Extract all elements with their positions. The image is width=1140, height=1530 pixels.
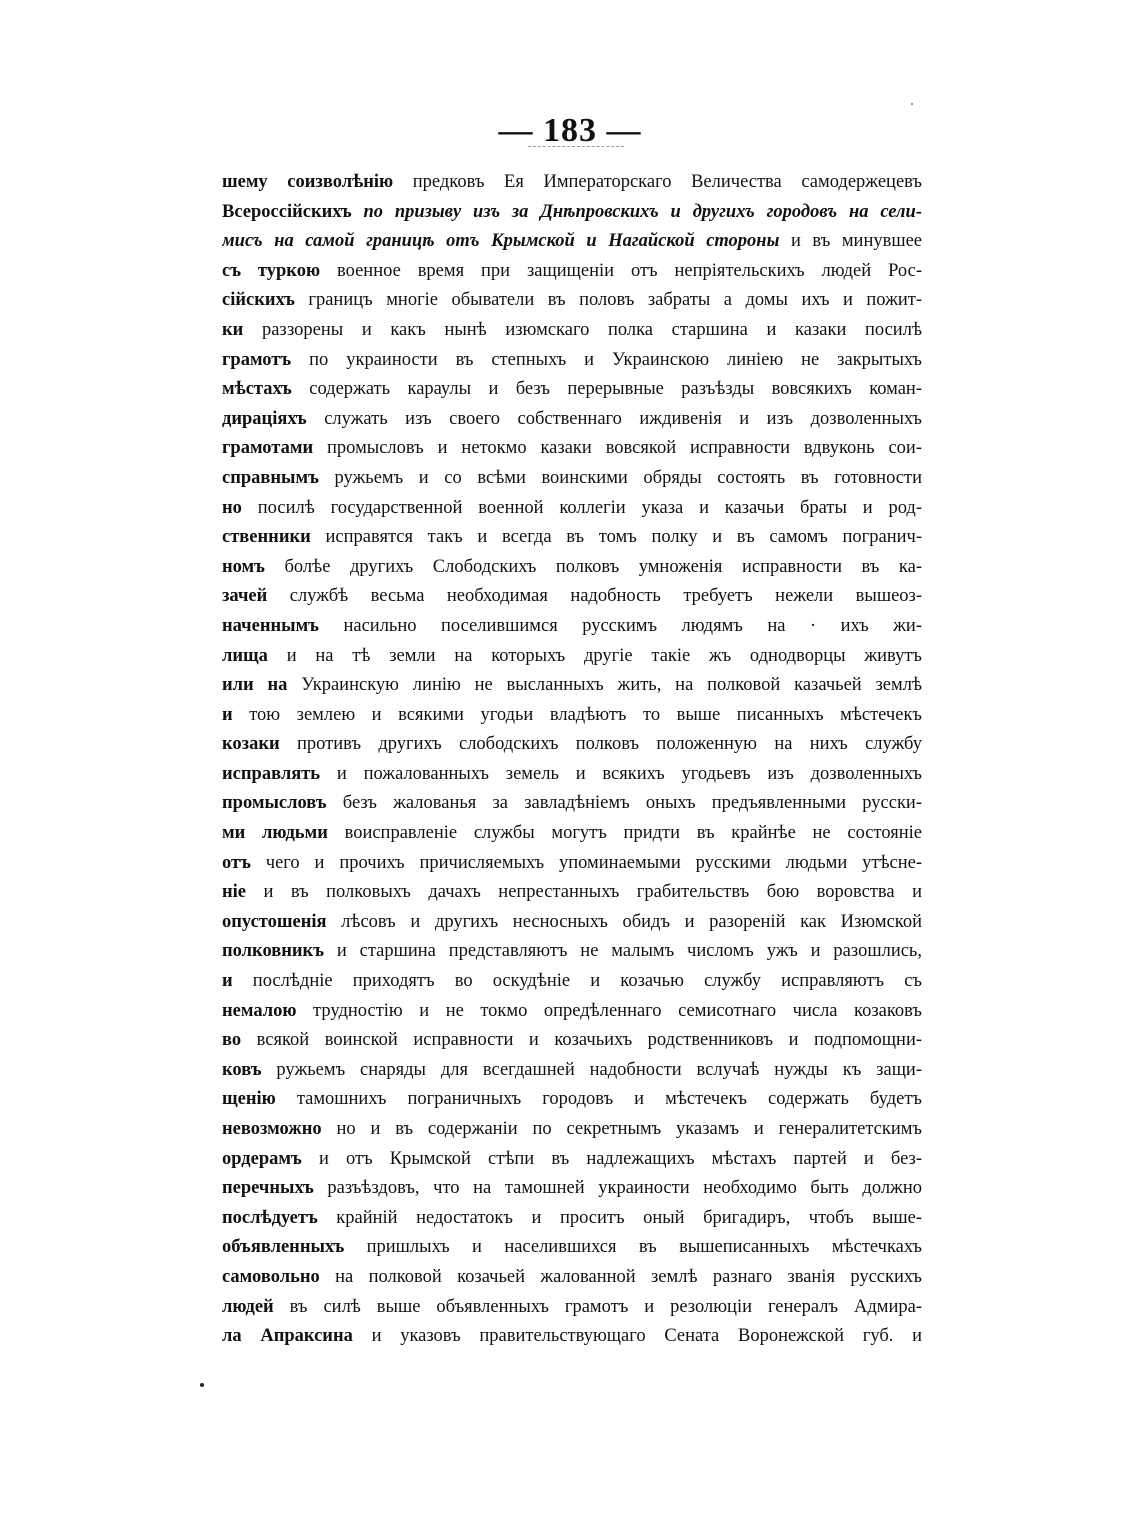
text-run: невозможно bbox=[222, 1119, 322, 1139]
text-line bbox=[222, 1293, 922, 1323]
text-run: но и въ содержаніи по секретнымъ указамъ и генералитетскимъ bbox=[321, 1119, 922, 1139]
text-line bbox=[222, 405, 922, 435]
text-run: наченнымъ bbox=[222, 615, 319, 636]
text-line bbox=[222, 582, 922, 612]
text-run: въ силѣ выше объявленныхъ грамотъ и резолюціи генералъ Адмира- bbox=[273, 1296, 922, 1317]
text-line bbox=[222, 257, 922, 287]
text-line bbox=[222, 1145, 922, 1175]
text-run: ковъ bbox=[222, 1059, 262, 1080]
text-line bbox=[222, 878, 922, 908]
text-run: всякой воинской исправности и козачьихъ родственниковъ и подпомощни- bbox=[241, 1030, 922, 1051]
text-run: послѣдуетъ bbox=[222, 1207, 318, 1228]
text-run: по призыву изъ за Днѣпровскихъ и другихъ городовъ на сели- bbox=[363, 201, 922, 222]
text-run: сійскихъ bbox=[222, 290, 295, 311]
text-run: тою землею и всякими угодьи владѣютъ то выше писанныхъ мѣстечекъ bbox=[232, 704, 922, 725]
text-run: ственники bbox=[222, 527, 311, 548]
text-run: пришлыхъ и населившихся въ вышеписанныхъ мѣстечкахъ bbox=[344, 1237, 922, 1258]
print-speck bbox=[911, 103, 913, 105]
text-run: и въ минувшее bbox=[779, 231, 922, 252]
text-run: по украиности въ степныхъ и Украинскою линіею не закрытыхъ bbox=[291, 349, 922, 370]
text-run: и bbox=[222, 704, 233, 725]
text-run: насильно поселившимся русскимъ людямъ на · ихъ жи- bbox=[318, 615, 922, 636]
text-run: промысловъ и нетокмо казаки вовсякой исправности вдвуконь сои- bbox=[313, 438, 922, 459]
text-run: чего и прочихъ причисляемыхъ упоминаемыми русскими людьми утѣсне- bbox=[250, 852, 922, 873]
text-run: людей bbox=[222, 1296, 274, 1317]
text-line bbox=[222, 1233, 922, 1263]
text-run: воисправленіе службы могутъ придти въ крайнѣе не состояніе bbox=[327, 823, 922, 844]
text-run: безъ жалованья за завладѣніемъ оныхъ предъявленными русски- bbox=[326, 793, 922, 814]
text-line bbox=[222, 701, 922, 731]
text-line bbox=[222, 671, 922, 701]
text-line bbox=[222, 1085, 922, 1115]
text-line bbox=[222, 1026, 922, 1056]
text-line bbox=[222, 494, 922, 524]
text-run: и указовъ правительствующаго Сената Воронежской губ. и bbox=[352, 1326, 922, 1347]
print-speck bbox=[200, 1383, 204, 1387]
text-run: ружьемъ и со всѣми воинскими обряды состоять въ готовности bbox=[318, 467, 922, 488]
text-line bbox=[222, 908, 922, 938]
text-line bbox=[222, 819, 922, 849]
text-run: справнымъ bbox=[222, 467, 319, 488]
text-run: раззорены и какъ нынѣ изюмскаго полка старшина и казаки посилѣ bbox=[243, 319, 922, 340]
text-line bbox=[222, 1056, 922, 1086]
text-line bbox=[222, 375, 922, 405]
text-run bbox=[352, 202, 364, 222]
text-run: съ туркою bbox=[222, 260, 321, 281]
text-run: исправлять bbox=[222, 763, 321, 784]
text-run: немалою bbox=[222, 1000, 297, 1021]
text-run: самовольно bbox=[222, 1266, 320, 1287]
text-run: щенію bbox=[222, 1089, 276, 1110]
text-line bbox=[222, 789, 922, 819]
text-line bbox=[222, 612, 922, 642]
text-line bbox=[222, 1322, 922, 1352]
text-run: тамошнихъ пограничныхъ городовъ и мѣстечекъ содержать будетъ bbox=[275, 1089, 922, 1110]
body-text bbox=[222, 168, 922, 1352]
text-run: трудностію и не токмо опредѣленнаго семисотнаго числа козаковъ bbox=[296, 1000, 922, 1021]
text-run: мѣстахъ bbox=[222, 379, 292, 400]
text-run: или на bbox=[222, 675, 288, 696]
text-run: лѣсовъ и другихъ несносныхъ обидъ и разореній как Изюмской bbox=[326, 911, 922, 932]
text-run: ми людьми bbox=[222, 823, 328, 844]
text-line bbox=[222, 168, 922, 198]
text-run: ружьемъ снаряды для всегдашней надобности вслучаѣ нужды къ защи- bbox=[261, 1059, 922, 1080]
text-run: военное время при защищеніи отъ непріятельскихъ людей Рос- bbox=[320, 260, 922, 281]
text-run: лища bbox=[222, 645, 268, 666]
text-line bbox=[222, 553, 922, 583]
text-run: болѣе другихъ Слободскихъ полковъ умноженія исправности въ ка- bbox=[264, 556, 922, 577]
text-run: крайній недостатокъ и проситъ оный бригадиръ, чтобъ выше- bbox=[317, 1207, 922, 1228]
text-run: разъѣздовъ, что на тамошней украиности необходимо быть должно bbox=[313, 1178, 922, 1199]
text-run: грамотъ bbox=[222, 349, 292, 370]
text-run: полковникъ bbox=[222, 941, 325, 962]
text-line bbox=[222, 642, 922, 672]
text-run: и отъ Крымской стѣпи въ надлежащихъ мѣстахъ партей и без- bbox=[301, 1148, 922, 1169]
page-number-underline bbox=[528, 146, 624, 147]
text-run: исправятся такъ и всегда въ томъ полку и въ самомъ погранич- bbox=[310, 527, 922, 548]
text-line bbox=[222, 523, 922, 553]
text-run: предковъ Ея Императорскаго Величества самодержецевъ bbox=[393, 172, 922, 192]
text-line bbox=[222, 1115, 922, 1145]
text-line bbox=[222, 198, 922, 228]
text-run: номъ bbox=[222, 556, 265, 577]
text-run: зачей bbox=[222, 586, 268, 607]
text-run: и на тѣ земли на которыхъ другіе такіе жъ однодворцы живутъ bbox=[267, 645, 922, 666]
text-line bbox=[222, 286, 922, 316]
text-line bbox=[222, 316, 922, 346]
text-run: и пожалованныхъ земель и всякихъ угодьевъ изъ дозволенныхъ bbox=[320, 763, 922, 784]
text-run: перечныхъ bbox=[222, 1178, 314, 1199]
text-line bbox=[222, 464, 922, 494]
text-run: и bbox=[222, 971, 233, 992]
text-line bbox=[222, 997, 922, 1027]
text-line bbox=[222, 967, 922, 997]
text-run: посилѣ государственной военной коллегіи указа и казачьи браты и род- bbox=[241, 497, 922, 518]
page-number: — 183 — bbox=[498, 112, 642, 149]
text-run: козаки bbox=[222, 734, 280, 755]
text-run: послѣдніе приходятъ во оскудѣніе и козачью службу исправляютъ съ bbox=[232, 971, 922, 992]
text-line bbox=[222, 1174, 922, 1204]
text-run: опустошенія bbox=[222, 911, 327, 932]
text-run: ніе bbox=[222, 882, 247, 903]
text-run: Украинскую линію не высланныхъ жить, на полковой казачьей землѣ bbox=[287, 675, 922, 696]
text-run: противъ другихъ слободскихъ полковъ положенную на нихъ службу bbox=[279, 734, 922, 755]
text-run: промысловъ bbox=[222, 793, 327, 814]
text-run: границъ многіе обыватели въ половъ забраты а домы ихъ и пожит- bbox=[294, 290, 922, 311]
text-run: во bbox=[222, 1030, 242, 1051]
text-run: службѣ весьма необходимая надобность требуетъ нежели вышеоз- bbox=[267, 586, 922, 607]
text-line bbox=[222, 937, 922, 967]
text-run: грамотами bbox=[222, 438, 314, 459]
text-run: дирацiяхъ bbox=[222, 408, 307, 429]
text-line bbox=[222, 434, 922, 464]
text-line bbox=[222, 346, 922, 376]
text-run: и старшина представляютъ не малымъ числомъ ужъ и разошлись, bbox=[324, 941, 922, 962]
text-run: на полковой козачьей жалованной землѣ разнаго званія русскихъ bbox=[319, 1266, 922, 1287]
text-line bbox=[222, 227, 922, 257]
text-line bbox=[222, 1263, 922, 1293]
text-run: ла Апраксина bbox=[222, 1326, 353, 1347]
text-run: ордерамъ bbox=[222, 1148, 302, 1169]
text-run: шему соизволѣнію bbox=[222, 172, 394, 192]
text-run: отъ bbox=[222, 852, 251, 873]
text-run: служать изъ своего собственнаго иждивенія и изъ дозволенныхъ bbox=[306, 408, 922, 429]
text-run: мисъ на самой границѣ отъ Крымской и Нагайской стороны bbox=[222, 231, 780, 252]
text-run: ки bbox=[222, 319, 244, 340]
text-line bbox=[222, 730, 922, 760]
text-run: и въ полковыхъ дачахъ непрестанныхъ грабительствъ бою воровства и bbox=[246, 882, 922, 903]
text-run: но bbox=[222, 497, 242, 518]
text-line bbox=[222, 1204, 922, 1234]
text-run: Всероссійскихъ bbox=[222, 201, 352, 222]
text-run: объявленныхъ bbox=[222, 1237, 345, 1258]
text-line bbox=[222, 760, 922, 790]
text-line bbox=[222, 849, 922, 879]
text-run: содержать караулы и безъ перерывные разъѣзды вовсякихъ коман- bbox=[291, 379, 922, 400]
